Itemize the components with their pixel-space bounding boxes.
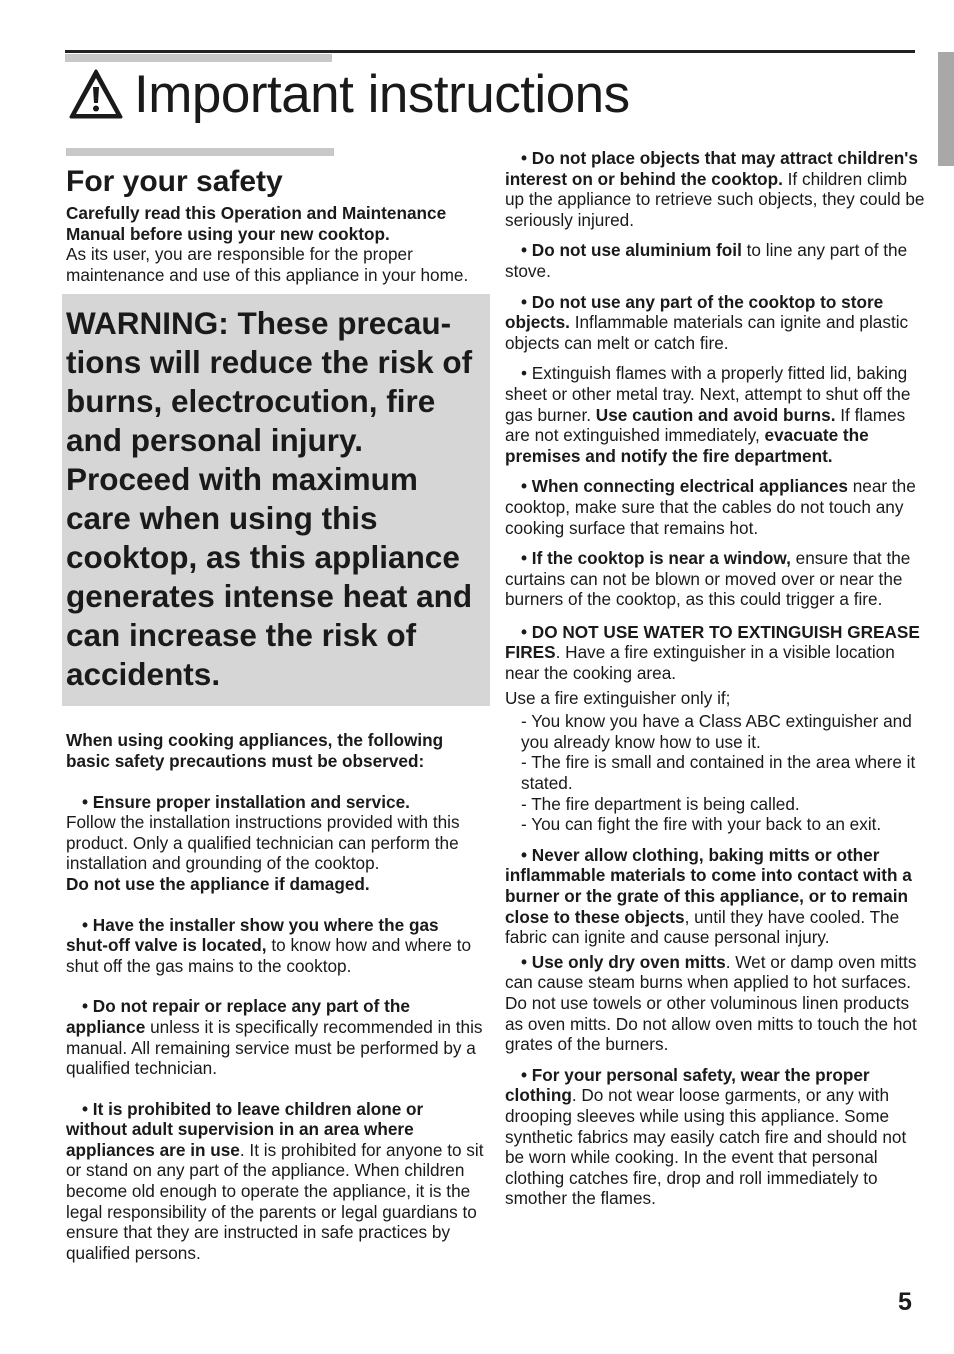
precaution-gas-valve: • Have the installer show you where the gas shut-off valve is located, to know how and where to shut off the gas mains to the cooktop.: [66, 914, 472, 976]
list-item: - The fire is small and contained in the area where it stated.: [521, 752, 916, 794]
intro-text: As its user, you are responsible for the proper maintenance and use of this appliance in your home.: [66, 244, 469, 285]
list-item: - The fire department is being called.: [521, 793, 800, 814]
precaution-store-objects: • Do not use any part of the cooktop to store objects. Inflammable materials can ignite and plastic objects can melt or catch fire.: [505, 291, 909, 353]
precaution-dry-mitts: • Use only dry oven mitts. Wet or damp oven mitts can cause steam burns when applied to hot surfaces. Do not use towels or other voluminous linen products as oven mitts. Do not allow oven mitts to touch the hot grates of the burners.: [505, 951, 917, 1055]
extinguisher-lead: Use a fire extinguisher only if;: [505, 687, 731, 708]
precaution-grease-fires: • DO NOT USE WATER TO EXTINGUISH GREASE FIRES. Have a fire extinguisher in a visible location near the cooking area.: [505, 621, 920, 684]
intro-bold: Carefully read this Operation and Maintenance Manual before using your new cooktop.: [66, 203, 447, 244]
precaution-attract-children: • Do not place objects that may attract children's interest on or behind the cooktop. If children climb up the appliance to retrieve such objects, they could be seriously injured.: [505, 148, 925, 230]
precautions-heading: When using cooking appliances, the following basic safety precautions must be observed:: [66, 730, 444, 771]
precaution-window: • If the cooktop is near a window, ensure that the curtains can not be blown or moved over or near the burners of the cooktop, as this could trigger a fire.: [505, 548, 911, 610]
page-number: 5: [898, 1288, 912, 1316]
section-title: For your safety: [66, 165, 283, 198]
left-column: [66, 148, 484, 1263]
precaution-extinguish-flames: • Extinguish flames with a properly fitted lid, baking sheet or other metal tray. Next, attempt to shut off the gas burner. Use caution and avoid burns. If flames are not extinguished immediately, evacuate the premises and notify the fire department.: [505, 363, 911, 466]
warning-triangle-icon: [68, 67, 124, 123]
extinguisher-conditions: [505, 711, 930, 835]
side-tab-marker: [938, 52, 954, 166]
precaution-proper-clothing: • For your personal safety, wear the proper clothing. Do not wear loose garments, or any with drooping sleeves while using this appliance. Some synthetic fabrics may easily catch fire and should not be worn while cooking. In the event that personal clothing catches fire, drop and roll immediately to smother the flames.: [505, 1064, 907, 1209]
precaution-electrical: • When connecting electrical appliances near the cooktop, make sure that the cables do not touch any cooking surface that remains hot.: [505, 476, 916, 538]
top-rule: [65, 50, 915, 53]
right-column: [505, 148, 930, 1209]
precaution-children: • It is prohibited to leave children alone or without adult supervision in an area where appliances are in use. It is prohibited for anyone to sit or stand on any part of the appliance. When children become old enough to operate the appliance, it is the legal responsibility of the parents or legal guardians to ensure that they are instructed in safe practices by qualified persons.: [66, 1098, 484, 1263]
warning-text: WARNING: These precau- tions will reduce the risk of burns, electrocution, fire and personal injury. Proceed with maximum care when using this cooktop, as this appliance generates intense heat and can increase the risk of accidents.: [66, 305, 473, 693]
precaution-repair: • Do not repair or replace any part of the appliance unless it is specifically recommended in this manual. All remaining service must be performed by a qualified technician.: [66, 996, 483, 1079]
warning-box: [62, 294, 490, 706]
header: [68, 64, 630, 125]
precaution-aluminium-foil: • Do not use aluminium foil to line any part of the stove.: [505, 240, 908, 281]
precaution-installation: • Ensure proper installation and service. Follow the installation instructions provided with this product. Only a qualified technician can perform the installation and grounding of the cooktop. Do not use the appliance if damaged.: [66, 791, 460, 894]
list-item: - You know you have a Class ABC extinguisher and you already know how to use it.: [521, 711, 912, 752]
page-title: Important instructions: [134, 65, 630, 124]
list-item: - You can fight the fire with your back to an exit.: [521, 814, 882, 835]
top-accent-bar: [65, 54, 332, 62]
section-accent-bar: [66, 148, 334, 156]
precaution-clothing-mitts: • Never allow clothing, baking mitts or other inflammable materials to come into contact with a burner or the grate of this appliance, or to remain close to these objects, until they have cooled. The fabric can ignite and cause personal injury.: [505, 844, 912, 948]
